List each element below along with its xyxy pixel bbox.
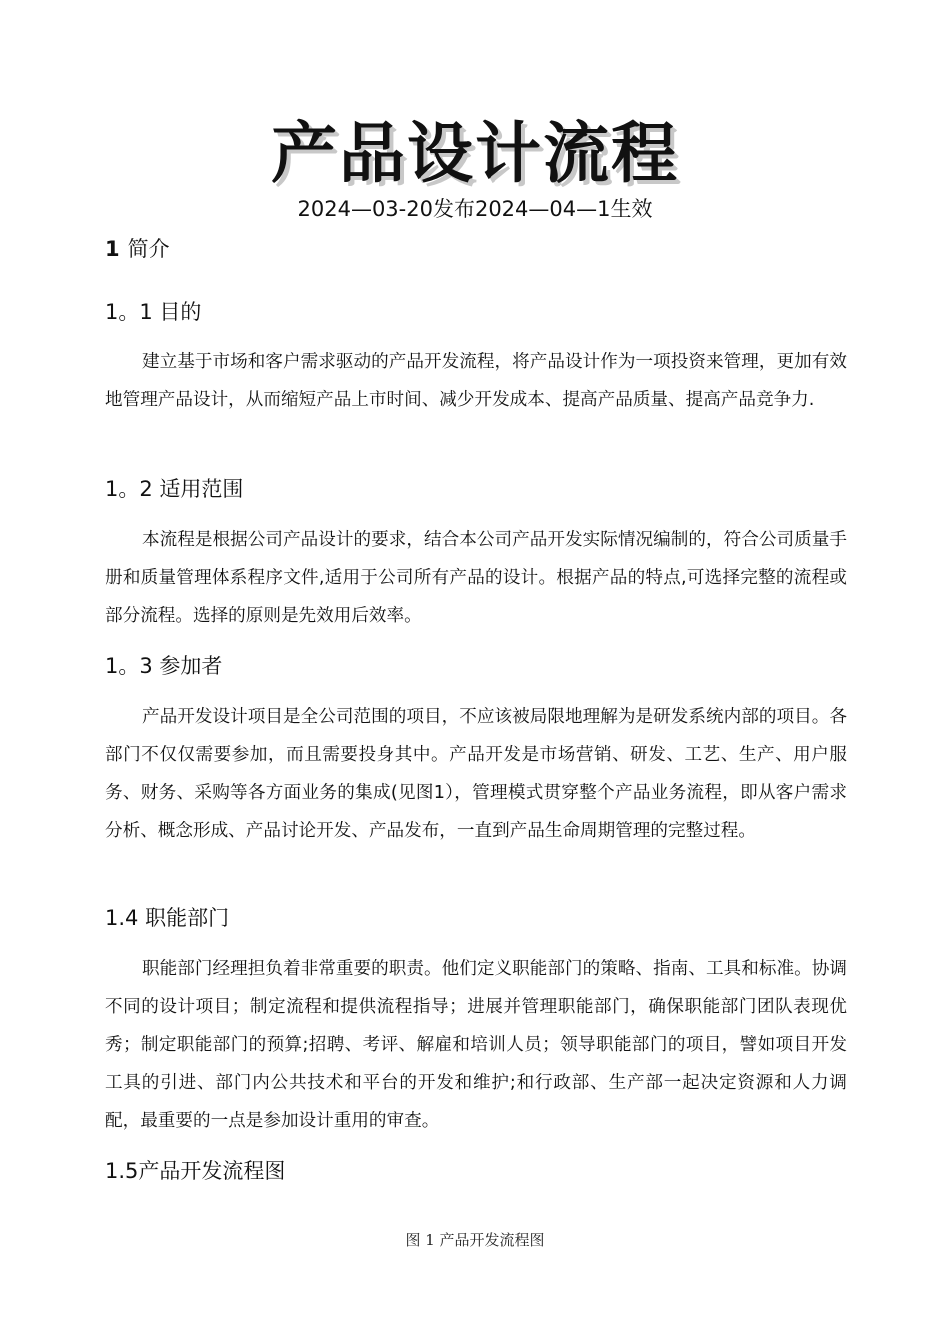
section-1-number: 1 bbox=[105, 237, 120, 261]
section-1-4-body: 职能部门经理担负着非常重要的职责。他们定义职能部门的策略、指南、工具和标准。协调不同的设计项目；制定流程和提供流程指导；进展并管理职能部门，确保职能部门团队表现优秀；制定职能部门的预算;招聘、考评、解雇和培训人员；领导职能部门的项目，譬如项目开发工具的引进、部门内公共技术和平台的开发和维护;和行政部、生产部一起决定资源和人力调配，最重要的一点是参加设计重用的审查。 bbox=[105, 959, 847, 1131]
section-1-4-heading: 1.4 职能部门 bbox=[105, 906, 230, 930]
section-1-title: 简介 bbox=[127, 237, 170, 261]
section-1-2-body: 本流程是根据公司产品设计的要求，结合本公司产品开发实际情况编制的，符合公司质量手册和质量管理体系程序文件,适用于公司所有产品的设计。根据产品的特点,可选择完整的流程或部分流程。选择的原则是先效用后效率。 bbox=[105, 530, 847, 626]
section-1-5-heading: 1.5产品开发流程图 bbox=[105, 1159, 286, 1183]
section-1-3-heading: 1。3 参加者 bbox=[105, 654, 223, 678]
section-1-1-body: 建立基于市场和客户需求驱动的产品开发流程，将产品设计作为一项投资来管理，更加有效地管理产品设计，从而缩短产品上市时间、减少开发成本、提高产品质量、提高产品竞争力. bbox=[105, 352, 847, 410]
section-1-heading bbox=[105, 234, 170, 264]
section-1-1-heading: 1。1 目的 bbox=[105, 300, 202, 324]
publish-effective-dates: 2024—03-20发布2024—04—1生效 bbox=[297, 197, 653, 221]
section-1-2-heading: 1。2 适用范围 bbox=[105, 477, 244, 501]
document-title: 产品设计流程 bbox=[271, 115, 679, 192]
section-1-3-body: 产品开发设计项目是全公司范围的项目，不应该被局限地理解为是研发系统内部的项目。各部门不仅仅需要参加，而且需要投身其中。产品开发是市场营销、研发、工艺、生产、用户服务、财务、采购等各方面业务的集成(见图1），管理模式贯穿整个产品业务流程，即从客户需求分析、概念形成、产品讨论开发、产品发布，一直到产品生命周期管理的完整过程。 bbox=[105, 707, 847, 841]
figure-caption: 图 1 产品开发流程图 bbox=[405, 1231, 545, 1249]
